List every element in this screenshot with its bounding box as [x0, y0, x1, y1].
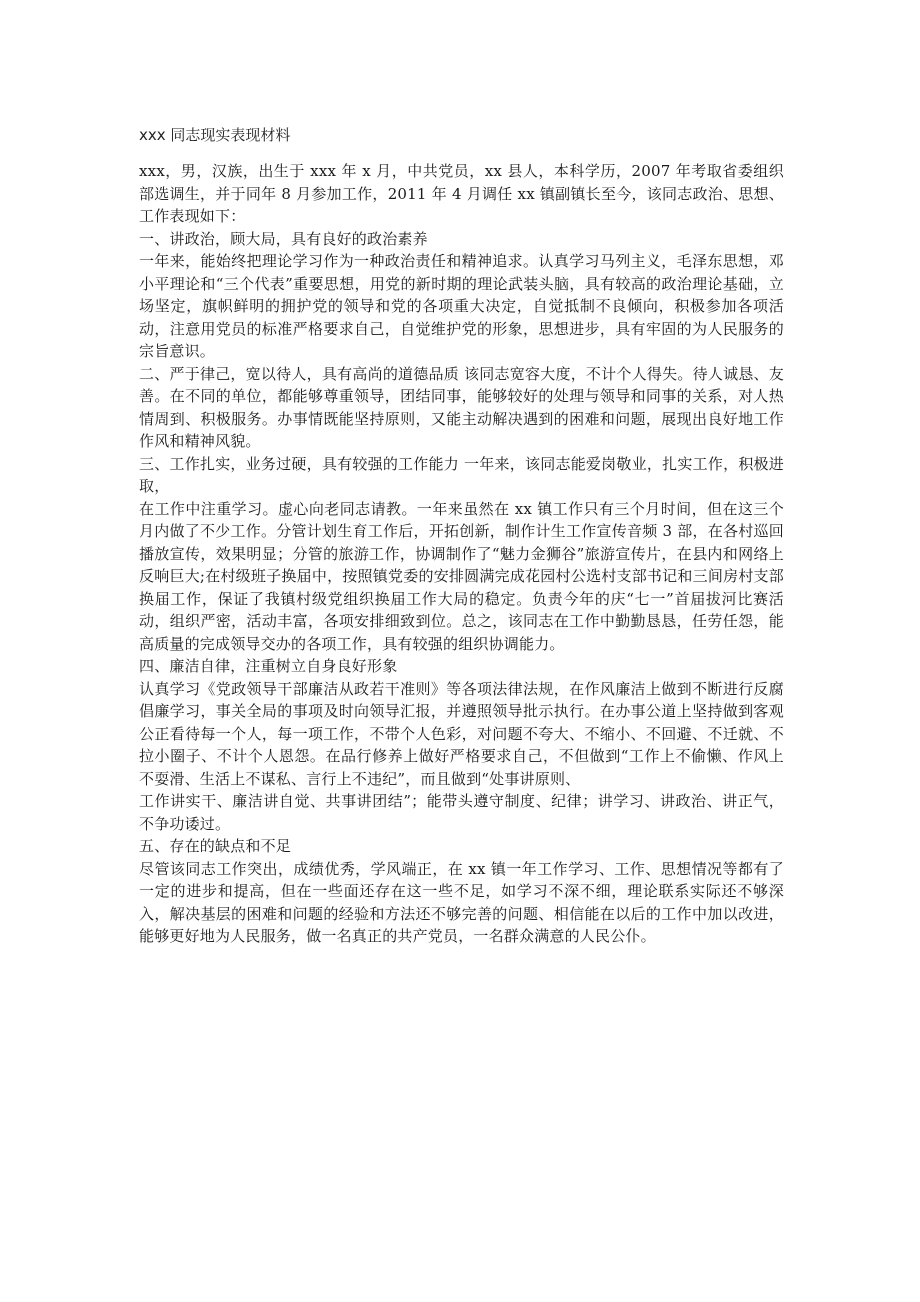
paragraph-section-4-cont: 工作讲实干、廉洁讲自觉、共事讲团结”；能带头遵守制度、纪律；讲学习、讲政治、讲正气，不争功诿过。 [139, 792, 784, 833]
paragraph-section-4: 认真学习《党政领导干部廉洁从政若干准则》等各项法律法规，在作风廉洁上做到不断进行反腐倡廉学习，事关全局的事项及时向领导汇报，并遵照领导批示执行。在办事公道上坚持做到客观公正看待每一个人，每一项工作，不带个人色彩，对问题不夸大、不缩小、不回避、不迁就、不拉小圈子、不计个人恩怨。在品行修养上做好严格要求自己，不但做到“工作上不偷懒、作风上不耍滑、生活上不谋私、言行上不违纪”，而且做到“处事讲原则、 [139, 679, 784, 788]
section-heading-4: 四、廉洁自律，注重树立自身良好形象 [139, 657, 398, 675]
paragraph-section-2: 二、严于律己，宽以待人，具有高尚的道德品质 该同志宽容大度，不计个人得失。待人诚恳、友善。在不同的单位，都能够尊重领导，团结同事，能够较好的处理与领导和同事的关系，对人热情周到、积极服务。办事情既能坚持原则，又能主动解决遇到的困难和问题，展现出良好地工作作风和精神风貌。 [139, 364, 784, 450]
document-title: xxx 同志现实表现材料 [139, 126, 291, 144]
section-heading-5: 五、存在的缺点和不足 [139, 837, 292, 855]
document-body [139, 160, 784, 948]
faint-watermark [330, 1006, 352, 1074]
paragraph-section-3-body: 在工作中注重学习。虚心向老同志请教。一年来虽然在 xx 镇工作只有三个月时间，但在这三个月内做了不少工作。分管计划生育工作后，开拓创新，制作计生工作宣传音频 3 部，在各村巡回播放宣传，效果明显；分管的旅游工作，协调制作了“魅力金狮谷”旅游宣传片，在县内和网络上反响巨大;在村级班子换届中，按照镇党委的安排圆满完成花园村公选村支部书记和三间房村支部换届工作，保证了我镇村级党组织换届工作大局的稳定。负责今年的庆“七一”首届拔河比赛活动，组织严密，活动丰富，各项安排细致到位。总之，该同志在工作中勤勤恳恳，任劳任怨，能高质量的完成领导交办的各项工作，具有较强的组织协调能力。 [139, 499, 784, 653]
paragraph-intro: xxx，男，汉族，出生于 xxx 年 x 月，中共党员，xx 县人，本科学历，2007 年考取省委组织部选调生，并于同年 8 月参加工作，2011 年 4 月调任 xx 镇副镇长至今，该同志政治、思想、工作表现如下： [139, 162, 784, 225]
document-page [139, 124, 784, 948]
paragraph-section-5: 尽管该同志工作突出，成绩优秀，学风端正，在 xx 镇一年工作学习、工作、思想情况等都有了一定的进步和提高，但在一些面还存在这一些不足，如学习不深不细，理论联系实际还不够深入，解决基层的困难和问题的经验和方法还不够完善的问题、相信能在以后的工作中加以改进，能够更好地为人民服务，做一名真正的共产党员，一名群众满意的人民公仆。 [139, 859, 784, 945]
paragraph-section-3-lead: 三、工作扎实，业务过硬，具有较强的工作能力 一年来，该同志能爱岗敬业，扎实工作，积极进取， [139, 454, 784, 495]
section-heading-1: 一、讲政治，顾大局，具有良好的政治素养 [139, 229, 428, 248]
paragraph-section-1: 一年来，能始终把理论学习作为一种政治责任和精神追求。认真学习马列主义，毛泽东思想，邓小平理论和“三个代表”重要思想，用党的新时期的理论武装头脑，具有较高的政治理论基础，立场坚定，旗帜鲜明的拥护党的领导和党的各项重大决定，自觉抵制不良倾向，积极参加各项活动，注意用党员的标准严格要求自己，自觉维护党的形象，思想进步，具有牢固的为人民服务的宗旨意识。 [139, 252, 784, 360]
